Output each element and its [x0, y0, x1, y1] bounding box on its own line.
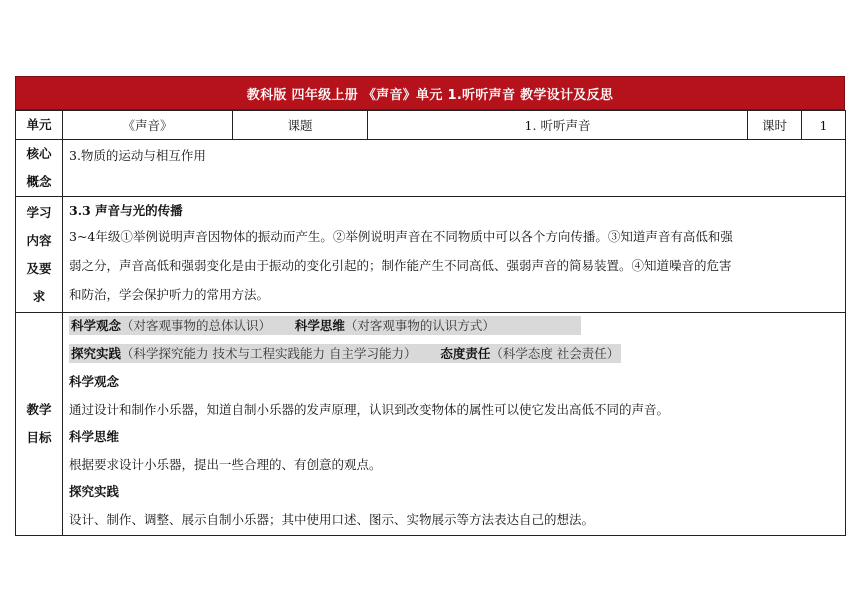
content-label — [16, 197, 63, 313]
document-title-banner: 教科版 四年级上册 《声音》单元 1.听听声音 教学设计及反思 — [15, 76, 845, 110]
summary-attitude-responsibility-note: （科学态度 社会责任） — [490, 346, 620, 361]
summary-scientific-thinking: 科学思维 — [294, 318, 345, 333]
summary-inquiry-practice-note: （科学探究能力 技术与工程实践能力 自主学习能力） — [121, 346, 417, 361]
header-row — [16, 111, 846, 140]
hours-value: 1 — [802, 111, 846, 140]
goal-section-2-text: 根据要求设计小乐器，提出一些合理的、有创意的观点。 — [69, 457, 382, 472]
content-label-line-4: 求 — [32, 288, 46, 304]
goals-summary-1-highlight — [69, 316, 581, 335]
unit-label: 单元 — [16, 111, 63, 140]
content-line-3: 弱之分，声音高低和强弱变化是由于振动的变化引起的；制作能产生不同高低、强弱声音的简易装置。④知道噪音的危害 — [69, 258, 732, 273]
lesson-plan-document — [15, 76, 845, 536]
content-row — [16, 197, 846, 313]
goals-summary-2-highlight — [69, 344, 621, 363]
goal-section-2-title: 科学思维 — [69, 429, 120, 444]
summary-scientific-concept: 科学观念 — [71, 318, 122, 333]
goals-row — [16, 313, 846, 536]
goal-section-1-text: 通过设计和制作小乐器，知道自制小乐器的发声原理，认识到改变物体的属性可以使它发出高低不同的声音。 — [69, 402, 670, 417]
summary-attitude-responsibility: 态度责任 — [440, 346, 491, 361]
summary-scientific-thinking-note: （对客观事物的认识方式） — [344, 318, 495, 333]
goals-label-line-1: 教学 — [26, 402, 52, 417]
unit-value: 《声音》 — [63, 111, 233, 140]
content-label-line-2: 内容 — [26, 232, 52, 248]
goal-section-3-title: 探究实践 — [69, 484, 120, 499]
core-concept-row — [16, 140, 846, 197]
summary-inquiry-practice: 探究实践 — [71, 346, 122, 361]
core-concept-value — [63, 140, 846, 197]
goal-section-3-text: 设计、制作、调整、展示自制小乐器；其中使用口述、图示、实物展示等方法表达自己的想法。 — [69, 512, 595, 527]
content-line-1: 3.3 声音与光的传播 — [69, 203, 183, 218]
summary-scientific-concept-note: （对客观事物的总体认识） — [121, 318, 272, 333]
lesson-plan-table — [15, 110, 846, 536]
goals-summary-1 — [69, 313, 845, 339]
goals-value — [63, 313, 846, 536]
content-line-4: 和防治，学会保护听力的常用方法。 — [69, 287, 270, 302]
core-concept-text: 3.物质的运动与相互作用 — [69, 148, 206, 163]
content-label-line-3: 及要 — [26, 260, 52, 276]
content-value — [63, 197, 846, 313]
content-label-line-1: 学习 — [26, 204, 52, 220]
goals-label — [16, 313, 63, 536]
goals-summary-2 — [69, 339, 845, 369]
topic-label: 课题 — [233, 111, 368, 140]
core-label-line-1: 核心 — [26, 146, 52, 161]
hours-label: 课时 — [748, 111, 802, 140]
content-line-2: 3~4年级①举例说明声音因物体的振动而产生。②举例说明声音在不同物质中可以各个方向传播。③知道声音有高低和强 — [69, 229, 733, 244]
core-concept-label — [16, 140, 63, 197]
core-label-line-2: 概念 — [26, 174, 52, 189]
goal-section-1-title: 科学观念 — [69, 374, 120, 389]
goals-label-line-2: 目标 — [26, 430, 52, 445]
topic-value: 1. 听听声音 — [368, 111, 748, 140]
